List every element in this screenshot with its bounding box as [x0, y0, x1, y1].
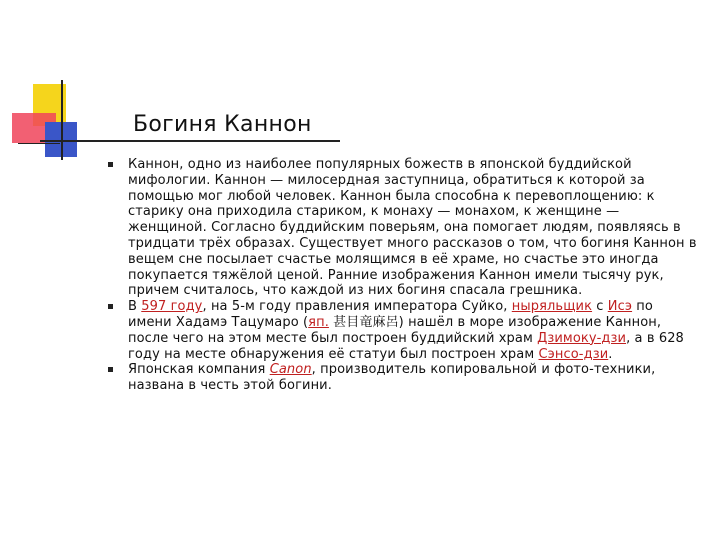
item-text: , а в 628 году на месте обнаружения её статуи был построен храм — [128, 330, 684, 362]
link-japanese[interactable]: яп. — [308, 314, 329, 330]
square-bullet-icon — [108, 367, 113, 372]
decor-horizontal-line — [40, 140, 340, 142]
item-text: Каннон, одно из наиболее популярных божеств в японской буддийской мифологии. Каннон — милосердная заступница, обратиться к которой за помощью мог любой человек. Каннон была способна к перевоплощению: к старику она приходила стариком, к монаху — монахом, к женщине — женщиной. Согласно буддийским поверьям, она помогает людям, появляясь в тридцати трёх образах. Существует много рассказов о том, что богиня Каннон в вещем сне посылает счастье молящимся в её храме, но счастье это иногда покупается тяжёлой ценой. Ранние изображения Каннон имели тысячу рук, причем считалось, что каждой из них богиня спасала грешника. — [128, 157, 697, 299]
item-text: . — [608, 346, 613, 362]
link-597-year[interactable]: 597 году — [141, 299, 203, 315]
item-text: с — [592, 299, 608, 315]
square-bullet-icon — [108, 304, 113, 309]
item-text: В — [128, 299, 142, 315]
item-text: , производитель копировальной и фото-техники, названа в честь этой богини. — [128, 362, 656, 394]
decor-horizontal-line-short — [18, 143, 60, 144]
item-text: , на 5-м году правления императора Суйко, — [202, 299, 512, 315]
link-ise[interactable]: Исэ — [607, 299, 633, 315]
link-senso-ji[interactable]: Сэнсо-дзи — [538, 346, 609, 362]
list-item — [108, 362, 698, 394]
list-item — [108, 299, 698, 362]
item-text: по имени Хадамэ Тацумаро ( — [128, 299, 653, 330]
link-diver[interactable]: ныряльщик — [511, 299, 593, 315]
link-canon[interactable]: Canon — [269, 362, 312, 378]
square-bullet-icon — [108, 162, 113, 167]
link-jimoku-ji[interactable]: Дзимоку-дзи — [537, 330, 627, 346]
bullet-list — [108, 157, 698, 394]
item-text: Японская компания — [128, 362, 270, 378]
list-item — [108, 157, 698, 299]
decor-vertical-line — [61, 80, 63, 160]
slide-title: Богиня Каннон — [133, 112, 312, 137]
item-text: 甚目竜麻呂) нашёл в море изображение Каннон, после чего на этом месте был построен буддийский храм — [128, 314, 662, 346]
